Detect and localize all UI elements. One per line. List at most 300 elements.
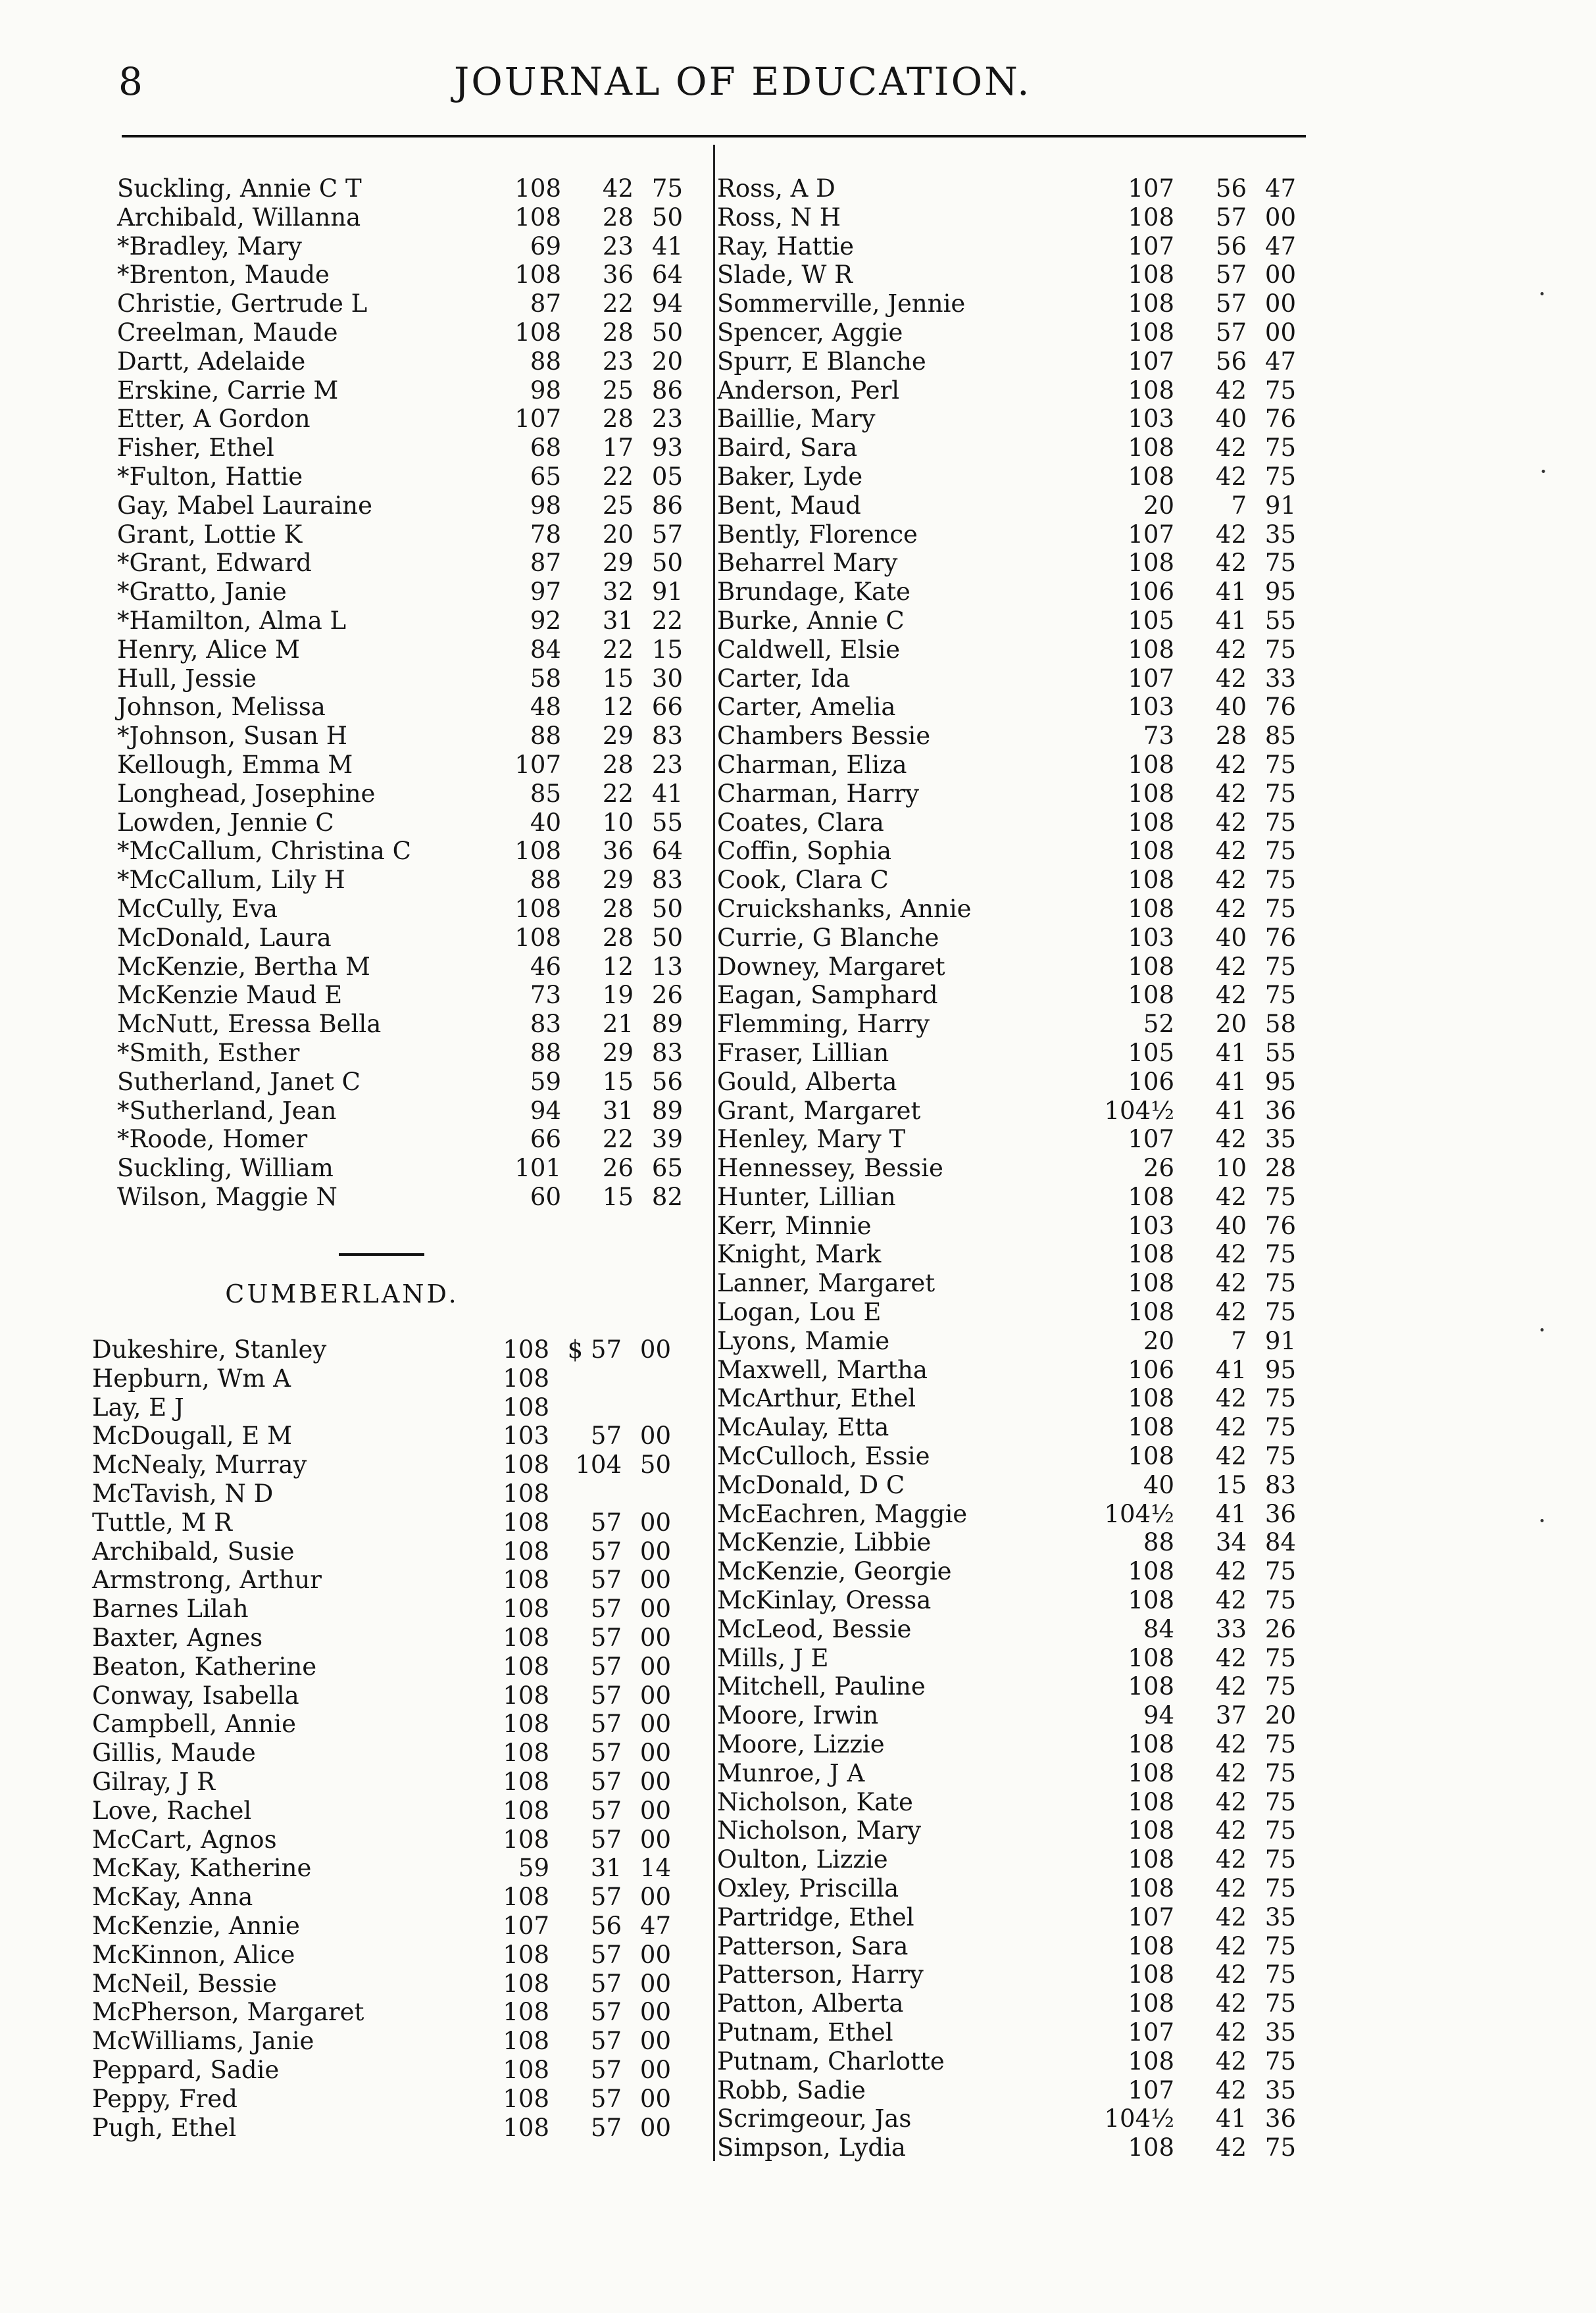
- teacher-name: Partridge, Ethel: [717, 1903, 914, 1931]
- teacher-name: Baxter, Agnes: [92, 1623, 263, 1652]
- teacher-name: Gay, Mabel Lauraine: [117, 491, 373, 520]
- teacher-name: Pugh, Ethel: [92, 2113, 237, 2142]
- teacher-name: Wilson, Maggie N: [117, 1182, 337, 1211]
- days-taught: 108: [1128, 1989, 1174, 2018]
- table-row: [92, 1364, 684, 1393]
- teacher-name: Patton, Alberta: [717, 1989, 904, 2018]
- grant-dollars: 42: [1215, 1643, 1247, 1672]
- grant-dollars: 57: [590, 2027, 622, 2056]
- teacher-name: Putnam, Charlotte: [717, 2047, 945, 2076]
- days-taught: 108: [1128, 1384, 1174, 1413]
- days-taught: 105: [1128, 606, 1174, 635]
- grant-cents: 23: [651, 750, 683, 779]
- grant-dollars: 42: [1215, 2133, 1247, 2162]
- days-taught: 108: [503, 2055, 549, 2084]
- days-taught: 84: [1143, 1614, 1174, 1643]
- grant-dollars: 42: [1215, 1758, 1247, 1787]
- grant-cents: 93: [651, 434, 683, 462]
- grant-dollars: 57: [590, 1998, 622, 2027]
- grant-cents: 76: [1264, 693, 1296, 722]
- teacher-name: Archibald, Susie: [92, 1537, 295, 1566]
- table-row: [117, 635, 696, 664]
- days-taught: 88: [530, 1038, 561, 1067]
- teacher-name: Hennessey, Bessie: [717, 1154, 943, 1183]
- grant-dollars: 42: [1215, 952, 1247, 981]
- days-taught: 108: [1128, 318, 1174, 347]
- grant-cents: 64: [651, 261, 683, 289]
- teacher-name: Scrimgeour, Jas: [717, 2104, 912, 2133]
- grant-cents: 95: [1264, 1067, 1296, 1096]
- table-row: [717, 1903, 1309, 1932]
- grant-dollars: 12: [602, 952, 634, 981]
- teacher-name: Longhead, Josephine: [117, 779, 376, 808]
- days-taught: 108: [1128, 261, 1174, 289]
- grant-cents: 00: [639, 1508, 671, 1537]
- grant-cents: 00: [639, 1739, 671, 1768]
- table-row: [92, 1595, 684, 1624]
- margin-mark: ·: [1538, 1316, 1547, 1345]
- table-row: [117, 751, 696, 780]
- grant-dollars: 57: [590, 1710, 622, 1739]
- teacher-name: McCart, Agnos: [92, 1825, 277, 1854]
- teacher-name: McDonald, D C: [717, 1470, 905, 1499]
- grant-cents: 86: [651, 491, 683, 520]
- teacher-name: Moore, Lizzie: [717, 1730, 885, 1759]
- grant-cents: 75: [1264, 549, 1296, 578]
- teacher-name: Spurr, E Blanche: [717, 347, 926, 376]
- grant-dollars: 57: [590, 1508, 622, 1537]
- grant-cents: 50: [639, 1451, 671, 1480]
- teacher-name: Currie, G Blanche: [717, 923, 939, 952]
- grant-cents: 75: [1264, 1413, 1296, 1442]
- days-taught: 69: [530, 232, 561, 261]
- days-taught: 65: [530, 462, 561, 491]
- grant-dollars: 57: [1215, 318, 1247, 347]
- teacher-name: Cruickshanks, Annie: [717, 894, 972, 923]
- grant-cents: 39: [651, 1125, 683, 1154]
- teacher-name: Carter, Ida: [717, 664, 851, 693]
- teacher-name: McKenzie, Bertha M: [117, 952, 370, 981]
- teacher-name: Downey, Margaret: [717, 952, 945, 981]
- grant-dollars: 41: [1215, 1038, 1247, 1067]
- days-taught: 60: [530, 1182, 561, 1211]
- table-row: [117, 174, 696, 203]
- grant-cents: 76: [1264, 405, 1296, 434]
- days-taught: 108: [1128, 779, 1174, 808]
- days-taught: 108: [1128, 1730, 1174, 1759]
- table-row: [717, 1154, 1309, 1183]
- grant-cents: 00: [639, 1652, 671, 1681]
- grant-cents: 76: [1264, 923, 1296, 952]
- days-taught: 108: [503, 1940, 549, 1969]
- grant-dollars: 42: [1215, 2076, 1247, 2104]
- grant-dollars: 42: [1215, 1384, 1247, 1413]
- days-taught: 108: [1128, 1845, 1174, 1874]
- grant-dollars: 42: [1215, 1845, 1247, 1874]
- days-taught: 108: [1128, 1413, 1174, 1442]
- table-row: [717, 1039, 1309, 1068]
- grant-dollars: 57: [590, 1681, 622, 1710]
- grant-dollars: 57: [590, 2055, 622, 2084]
- days-taught: 108: [1128, 376, 1174, 405]
- days-taught: 108: [503, 1652, 549, 1681]
- grant-cents: 89: [651, 1010, 683, 1039]
- table-row: [117, 289, 696, 318]
- table-row: [717, 981, 1309, 1010]
- teacher-name: Etter, A Gordon: [117, 405, 311, 434]
- days-taught: 107: [1128, 174, 1174, 203]
- days-taught: 108: [1128, 1672, 1174, 1701]
- teacher-name: *Roode, Homer: [117, 1125, 308, 1154]
- teacher-name: Robb, Sadie: [717, 2076, 866, 2104]
- days-taught: 108: [503, 1767, 549, 1796]
- grant-dollars: 15: [602, 664, 634, 693]
- table-row: [117, 491, 696, 520]
- grant-dollars: 12: [602, 693, 634, 722]
- teacher-name: Charman, Eliza: [717, 750, 907, 779]
- grant-dollars: 42: [1215, 1240, 1247, 1269]
- teacher-name: McDonald, Laura: [117, 923, 332, 952]
- grant-cents: 50: [651, 318, 683, 347]
- grant-cents: 83: [1264, 1470, 1296, 1499]
- days-taught: 26: [1143, 1154, 1174, 1183]
- grant-cents: 75: [1264, 1931, 1296, 1960]
- teacher-name: Baker, Lyde: [717, 462, 863, 491]
- teacher-name: Oulton, Lizzie: [717, 1845, 888, 1874]
- table-row: [717, 578, 1309, 607]
- teacher-name: Bent, Maud: [717, 491, 861, 520]
- teacher-name: Maxwell, Martha: [717, 1355, 928, 1384]
- table-row: [117, 953, 696, 982]
- days-taught: 107: [1128, 232, 1174, 261]
- days-taught: 103: [1128, 923, 1174, 952]
- teacher-name: Christie, Gertrude L: [117, 289, 368, 318]
- teacher-name: Hepburn, Wm A: [92, 1364, 291, 1393]
- grant-dollars: 42: [1215, 1903, 1247, 1931]
- grant-dollars: 29: [602, 866, 634, 895]
- grant-dollars: 57: [590, 1969, 622, 1998]
- grant-cents: 41: [651, 779, 683, 808]
- days-taught: 108: [514, 923, 561, 952]
- table-row: [117, 924, 696, 953]
- grant-dollars: 42: [1215, 2047, 1247, 2076]
- table-row: [717, 1644, 1309, 1673]
- days-taught: 107: [503, 1911, 549, 1940]
- grant-cents: 00: [639, 1335, 671, 1364]
- days-taught: 73: [530, 981, 561, 1010]
- grant-cents: 00: [639, 1940, 671, 1969]
- grant-dollars: 41: [1215, 1355, 1247, 1384]
- days-taught: 48: [530, 693, 561, 722]
- teacher-name: Oxley, Priscilla: [717, 1874, 899, 1903]
- table-row: [717, 1730, 1309, 1759]
- table-row: [717, 376, 1309, 405]
- teacher-name: McTavish, N D: [92, 1479, 274, 1508]
- teacher-name: *Gratto, Janie: [117, 578, 287, 607]
- grant-dollars: 42: [1215, 520, 1247, 549]
- days-taught: 107: [1128, 520, 1174, 549]
- grant-dollars: 34: [1215, 1528, 1247, 1557]
- grant-dollars: 42: [1215, 866, 1247, 895]
- grant-cents: 35: [1264, 2018, 1296, 2047]
- table-row: [717, 347, 1309, 376]
- grant-dollars: 42: [1215, 1816, 1247, 1845]
- teacher-name: Logan, Lou E: [717, 1298, 882, 1327]
- grant-cents: 75: [1264, 1874, 1296, 1903]
- grant-dollars: 42: [1215, 1557, 1247, 1586]
- teacher-name: Nicholson, Kate: [717, 1787, 913, 1816]
- table-row: [92, 1710, 684, 1739]
- grant-cents: 83: [651, 1038, 683, 1067]
- table-row: [117, 1039, 696, 1068]
- table-row: [717, 2076, 1309, 2105]
- days-taught: 105: [1128, 1038, 1174, 1067]
- grant-cents: 28: [1264, 1154, 1296, 1183]
- days-taught: 108: [503, 1969, 549, 1998]
- days-taught: 108: [503, 2084, 549, 2113]
- table-row: [117, 549, 696, 578]
- days-taught: 101: [514, 1154, 561, 1183]
- teacher-name: McArthur, Ethel: [717, 1384, 916, 1413]
- grant-dollars: 29: [602, 1038, 634, 1067]
- days-taught: 108: [503, 1508, 549, 1537]
- grant-dollars: 31: [602, 1096, 634, 1125]
- teacher-name: Sutherland, Janet C: [117, 1067, 361, 1096]
- grant-dollars: 57: [590, 1422, 622, 1451]
- grant-dollars: 56: [1215, 174, 1247, 203]
- grant-dollars: 57: [590, 2113, 622, 2142]
- days-taught: 107: [514, 750, 561, 779]
- table-row: [92, 1566, 684, 1595]
- table-row: [92, 1451, 684, 1480]
- grant-dollars: 57: [590, 1767, 622, 1796]
- teacher-name: Hull, Jessie: [117, 664, 257, 693]
- teacher-name: Patterson, Sara: [717, 1931, 909, 1960]
- grant-cents: 20: [651, 347, 683, 376]
- grant-dollars: 57: [590, 1652, 622, 1681]
- table-row: [717, 808, 1309, 837]
- teacher-name: Archibald, Willanna: [117, 203, 361, 232]
- grant-dollars: 29: [602, 722, 634, 751]
- days-taught: 108: [503, 1710, 549, 1739]
- table-row: [92, 1537, 684, 1566]
- grant-dollars: 42: [1215, 664, 1247, 693]
- grant-dollars: 42: [1215, 894, 1247, 923]
- grant-dollars: 42: [1215, 1298, 1247, 1327]
- days-taught: 68: [530, 434, 561, 462]
- teacher-name: Fraser, Lillian: [717, 1038, 889, 1067]
- table-row: [717, 1010, 1309, 1039]
- table-row: [717, 1356, 1309, 1385]
- teacher-name: Mitchell, Pauline: [717, 1672, 926, 1701]
- table-row: [92, 1393, 684, 1422]
- teacher-name: Dukeshire, Stanley: [92, 1335, 327, 1364]
- teacher-name: McKenzie Maud E: [117, 981, 343, 1010]
- table-row: [717, 1442, 1309, 1471]
- table-row: [117, 664, 696, 693]
- table-row: [717, 751, 1309, 780]
- grant-cents: 75: [1264, 2133, 1296, 2162]
- table-row: [117, 434, 696, 462]
- margin-mark: ·: [1538, 280, 1547, 309]
- teacher-name: Cook, Clara C: [717, 866, 889, 895]
- teacher-name: Brundage, Kate: [717, 578, 910, 607]
- days-taught: 87: [530, 289, 561, 318]
- grant-dollars: 56: [1215, 232, 1247, 261]
- table-row: [717, 1240, 1309, 1269]
- grant-dollars: 42: [1215, 1960, 1247, 1989]
- table-row: [717, 895, 1309, 924]
- teacher-name: *Johnson, Susan H: [117, 722, 347, 751]
- teacher-name: Beharrel Mary: [717, 549, 898, 578]
- table-row: [717, 232, 1309, 261]
- teacher-name: McNealy, Murray: [92, 1451, 307, 1480]
- grant-dollars: 56: [1215, 347, 1247, 376]
- teacher-name: Patterson, Harry: [717, 1960, 924, 1989]
- teacher-name: Bently, Florence: [717, 520, 918, 549]
- teacher-name: Henley, Mary T: [717, 1125, 906, 1154]
- days-taught: 108: [1128, 1960, 1174, 1989]
- teacher-name: Henry, Alice M: [117, 635, 300, 664]
- grant-cents: 23: [651, 405, 683, 434]
- grant-dollars: 40: [1215, 693, 1247, 722]
- grant-dollars: 29: [602, 549, 634, 578]
- teacher-name: *Hamilton, Alma L: [117, 606, 347, 635]
- grant-cents: 20: [1264, 1701, 1296, 1730]
- grant-cents: 56: [651, 1067, 683, 1096]
- teacher-name: Fisher, Ethel: [117, 434, 274, 462]
- grant-dollars: 42: [1215, 434, 1247, 462]
- table-row: [717, 520, 1309, 549]
- grant-cents: 55: [1264, 606, 1296, 635]
- teacher-name: Kerr, Minnie: [717, 1211, 872, 1240]
- grant-cents: 75: [1264, 1758, 1296, 1787]
- grant-dollars: 28: [602, 750, 634, 779]
- grant-dollars: 57: [590, 1940, 622, 1969]
- grant-dollars: 22: [602, 1125, 634, 1154]
- grant-dollars: 22: [602, 289, 634, 318]
- grant-cents: 75: [1264, 952, 1296, 981]
- table-row: [92, 1826, 684, 1854]
- days-taught: 108: [1128, 1931, 1174, 1960]
- days-taught: 108: [1128, 289, 1174, 318]
- table-row: [117, 1154, 696, 1183]
- grant-cents: 75: [1264, 1557, 1296, 1586]
- table-row: [117, 895, 696, 924]
- days-taught: 108: [514, 174, 561, 203]
- table-row: [717, 1932, 1309, 1961]
- grant-dollars: 28: [602, 318, 634, 347]
- teacher-name: McCully, Eva: [117, 894, 278, 923]
- days-taught: 59: [518, 1854, 549, 1883]
- grant-cents: 76: [1264, 1211, 1296, 1240]
- teacher-name: *McCallum, Christina C: [117, 837, 411, 866]
- table-row: [92, 1508, 684, 1537]
- grant-cents: 47: [639, 1911, 671, 1940]
- grant-cents: 75: [1264, 1643, 1296, 1672]
- table-row: [117, 1125, 696, 1154]
- grant-cents: 91: [1264, 491, 1296, 520]
- days-taught: 66: [530, 1125, 561, 1154]
- grant-cents: 00: [639, 2055, 671, 2084]
- page-title: JOURNAL OF EDUCATION.: [454, 59, 1032, 104]
- grant-dollars: 20: [602, 520, 634, 549]
- grant-cents: 47: [1264, 232, 1296, 261]
- table-row: [92, 1797, 684, 1826]
- grant-dollars: 41: [1215, 2104, 1247, 2133]
- left-bottom-list: [92, 1335, 684, 2142]
- table-row: [717, 174, 1309, 203]
- table-row: [92, 1912, 684, 1941]
- grant-cents: 75: [1264, 1298, 1296, 1327]
- teacher-name: Chambers Bessie: [717, 722, 931, 751]
- grant-dollars: 57: [590, 1825, 622, 1854]
- teacher-name: McNutt, Eressa Bella: [117, 1010, 382, 1039]
- grant-dollars: 41: [1215, 578, 1247, 607]
- grant-cents: 75: [1264, 1269, 1296, 1298]
- table-row: [717, 549, 1309, 578]
- teacher-name: McNeil, Bessie: [92, 1969, 277, 1998]
- grant-cents: 00: [639, 2027, 671, 2056]
- table-row: [117, 981, 696, 1010]
- margin-mark: ·: [1538, 1506, 1547, 1535]
- table-row: [717, 1615, 1309, 1644]
- table-row: [117, 1183, 696, 1212]
- table-row: [717, 837, 1309, 866]
- grant-cents: 94: [651, 289, 683, 318]
- days-taught: 107: [1128, 664, 1174, 693]
- grant-cents: 83: [651, 722, 683, 751]
- days-taught: 108: [1128, 808, 1174, 837]
- table-row: [92, 1653, 684, 1681]
- grant-cents: 35: [1264, 1125, 1296, 1154]
- grant-cents: 05: [651, 462, 683, 491]
- days-taught: 59: [530, 1067, 561, 1096]
- days-taught: 78: [530, 520, 561, 549]
- grant-dollars: 37: [1215, 1701, 1247, 1730]
- grant-cents: 83: [651, 866, 683, 895]
- days-taught: 108: [503, 1595, 549, 1624]
- days-taught: 108: [1128, 1298, 1174, 1327]
- days-taught: 103: [1128, 405, 1174, 434]
- teacher-name: Coffin, Sophia: [717, 837, 892, 866]
- days-taught: 88: [530, 347, 561, 376]
- table-row: [717, 664, 1309, 693]
- table-row: [717, 1816, 1309, 1845]
- table-row: [717, 1471, 1309, 1500]
- table-row: [92, 2114, 684, 2143]
- table-row: [117, 261, 696, 289]
- teacher-name: Grant, Margaret: [717, 1096, 921, 1125]
- days-taught: 46: [530, 952, 561, 981]
- days-taught: 97: [530, 578, 561, 607]
- table-row: [117, 722, 696, 751]
- days-taught: 108: [1128, 1816, 1174, 1845]
- table-row: [717, 289, 1309, 318]
- section-rule: [339, 1253, 424, 1256]
- grant-dollars: 28: [602, 203, 634, 232]
- table-row: [717, 1327, 1309, 1356]
- teacher-name: McEachren, Maggie: [717, 1499, 968, 1528]
- table-row: [117, 318, 696, 347]
- days-taught: 108: [503, 1451, 549, 1480]
- teacher-name: McAulay, Etta: [717, 1413, 889, 1442]
- days-taught: 108: [503, 2113, 549, 2142]
- grant-dollars: 42: [1215, 635, 1247, 664]
- teacher-name: *Brenton, Maude: [117, 261, 330, 289]
- days-taught: 108: [1128, 981, 1174, 1010]
- days-taught: 106: [1128, 578, 1174, 607]
